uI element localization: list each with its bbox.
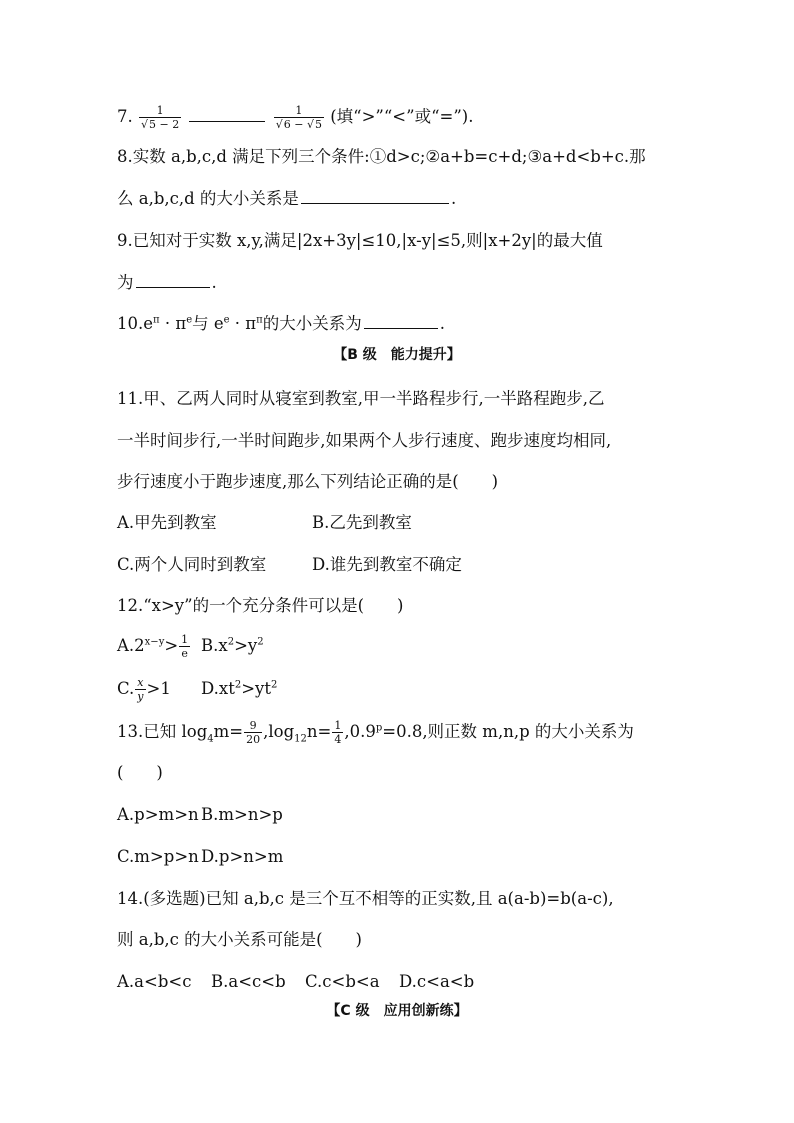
option-c[interactable]: C.c<b<a	[305, 972, 380, 991]
fraction-2: $\frac{1}{√6 - √5}$	[275, 104, 322, 131]
option-d[interactable]: D.c<a<b	[399, 972, 475, 991]
question-14-line-2: 则 a,b,c 的大小关系可能是( )	[117, 930, 362, 949]
question-13-options-ab	[117, 803, 283, 827]
question-11-line-3: 步行速度小于跑步速度,那么下列结论正确的是( )	[117, 472, 499, 491]
answer-blank[interactable]	[189, 107, 265, 122]
option-c[interactable]: C.m>p>n	[117, 847, 199, 866]
question-12-options-ab	[117, 633, 264, 660]
question-11-options-cd	[117, 553, 462, 577]
question-8-line-1: 8.实数 a,b,c,d 满足下列三个条件:①d>c;②a+b=c+d;③a+d<b+c.那	[117, 147, 646, 166]
option-d[interactable]: D.p>n>m	[201, 847, 284, 866]
answer-blank[interactable]	[301, 189, 449, 204]
question-13-options-cd	[117, 845, 283, 869]
option-a[interactable]: $A.2^{x-y}>$ $\frac{1}{e}$	[117, 633, 189, 660]
question-11-options-ab	[117, 511, 412, 535]
question-11-line-1: 11.甲、乙两人同时从寝室到教室,甲一半路程步行,一半路程跑步,乙	[117, 389, 605, 408]
answer-blank[interactable]	[136, 273, 210, 288]
question-12-options-cd	[117, 676, 277, 703]
question-13-line-1: 13.已知 $\log_4m=$ $\frac{9}{20}$ $,\log_{12}n=$ $\frac{1}{4}$ $,0.9^p=0.8$,则正数 m,n,p 的大小关系为	[117, 719, 634, 746]
question-8-line-2: 么 a,b,c,d 的大小关系是 .	[117, 189, 457, 208]
option-a[interactable]: A.甲先到教室	[117, 513, 217, 532]
question-14-line-1: 14.(多选题)已知 a,b,c 是三个互不相等的正实数,且 a(a-b)=b(a-c),	[117, 889, 614, 908]
option-b[interactable]: $B.x^2>y^2$	[201, 636, 264, 655]
question-12-stem: 12.“x>y”的一个充分条件可以是( )	[117, 596, 404, 615]
question-9-line-2: 为 .	[117, 273, 217, 292]
option-b[interactable]: B.m>n>p	[201, 805, 283, 824]
fraction-1: $\frac{1}{√5 - 2}$	[141, 104, 180, 131]
option-a[interactable]: A.a<b<c	[117, 972, 192, 991]
question-11-line-2: 一半时间步行,一半时间跑步,如果两个人步行速度、跑步速度均相同,	[117, 431, 612, 450]
option-d[interactable]: $D.xt^2>yt^2$	[201, 679, 278, 698]
question-7: 7. $\frac{1}{√5 - 2}$ $\frac{1}{√6 - √5}$ (填“>”“<”或“=”).	[117, 104, 474, 131]
option-b[interactable]: B.a<c<b	[211, 972, 286, 991]
option-c[interactable]: C.两个人同时到教室	[117, 555, 267, 574]
question-9-line-1: 9.已知对于实数 x,y,满足|2x+3y|≤10,|x-y|≤5,则|x+2y|的最大值	[117, 231, 603, 250]
option-a[interactable]: A.p>m>n	[117, 805, 199, 824]
question-14-options	[117, 970, 474, 994]
option-b[interactable]: B.乙先到教室	[312, 513, 412, 532]
option-d[interactable]: D.谁先到教室不确定	[312, 555, 462, 574]
question-10: $10.e^\pi \cdot \pi^e$与 $e^e \cdot \pi^\pi$的大小关系为 .	[117, 314, 445, 333]
section-c-heading: 【C 级 应用创新练】	[326, 1003, 468, 1019]
question-13-line-2: ( )	[117, 763, 163, 782]
section-b-heading: 【B 级 能力提升】	[333, 347, 461, 363]
option-c[interactable]: C. $\frac{x}{y}$ >1	[117, 676, 171, 703]
answer-blank[interactable]	[364, 314, 438, 329]
